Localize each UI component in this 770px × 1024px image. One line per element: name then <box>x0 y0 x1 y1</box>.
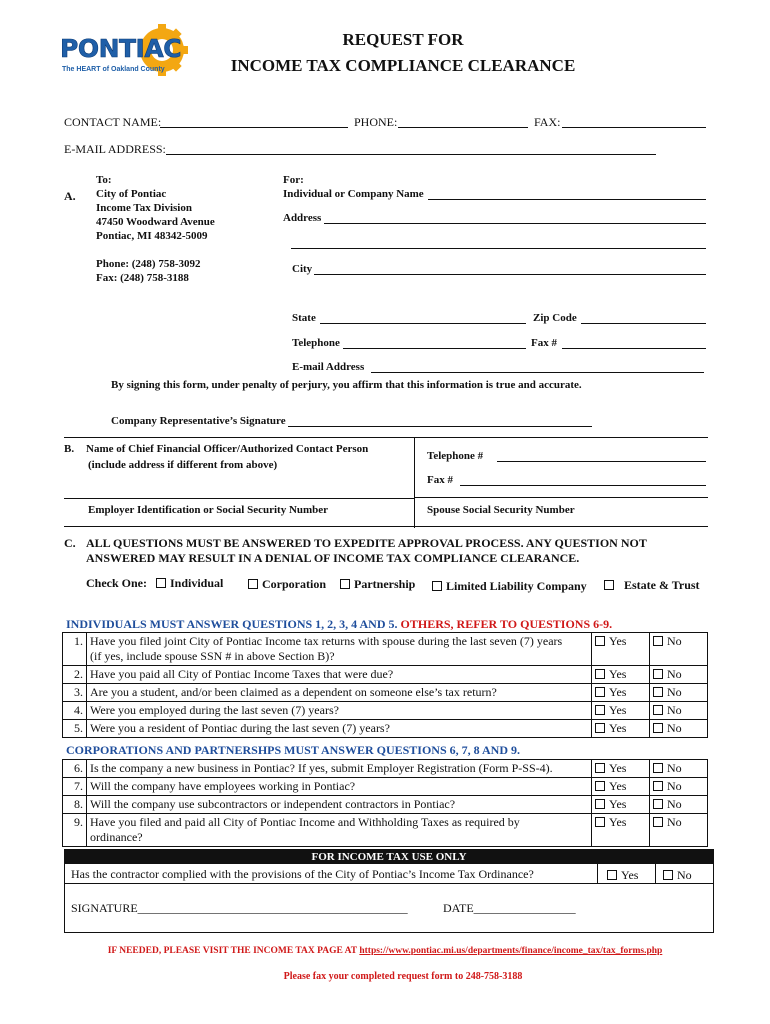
state-label: State <box>292 312 316 324</box>
title-line-2: INCOME TAX COMPLIANCE CLEARANCE <box>230 56 576 75</box>
telephone-label: Telephone <box>292 337 340 349</box>
option-llc[interactable]: Limited Liability Company <box>432 579 587 594</box>
section-c-letter: C. <box>64 536 76 550</box>
b-fax-field[interactable] <box>460 485 706 486</box>
logo-tagline: The HEART of Oakland County <box>62 66 165 73</box>
b-telephone-field[interactable] <box>497 461 706 462</box>
no-option[interactable]: No <box>650 814 708 847</box>
contact-email-field[interactable] <box>166 154 656 155</box>
contact-name-field[interactable] <box>160 127 348 128</box>
question-text: Is the company a new business in Pontiac? If yes, submit Employer Registration (Form P-SS-4). <box>87 760 592 778</box>
fax-label: Fax # <box>531 337 557 349</box>
question-text: Have you filed and paid all City of Pontiac Income and Withholding Taxes as required by ordinance? <box>87 814 592 847</box>
corporations-heading: CORPORATIONS AND PARTNERSHPS MUST ANSWER QUESTIONS 6, 7, 8 AND 9. <box>66 743 520 757</box>
table-row: 3. Are you a student, and/or been claimed as a dependent on someone else’s tax return? Yes No <box>63 684 708 702</box>
no-option[interactable]: No <box>650 778 708 796</box>
option-corporation[interactable]: Corporation <box>248 577 326 592</box>
to-line: Income Tax Division <box>96 202 192 214</box>
b-fax-label: Fax # <box>427 474 453 486</box>
telephone-field[interactable] <box>343 348 526 349</box>
notice-line-2: ANSWERED MAY RESULT IN A DENIAL OF INCOME TAX COMPLIANCE CLEARANCE. <box>86 551 580 565</box>
question-text: Have you paid all City of Pontiac Income Taxes that were due? <box>87 666 592 684</box>
address-field[interactable] <box>324 223 706 224</box>
title-line-1: REQUEST FOR <box>342 30 464 49</box>
fax-field[interactable] <box>562 348 706 349</box>
tax-forms-link[interactable]: https://www.pontiac.mi.us/departments/finance/income_tax/tax_forms.php <box>359 946 663 956</box>
checkbox[interactable] <box>340 579 350 589</box>
ein-label: Employer Identification or Social Security Number <box>88 504 329 516</box>
contact-fax-label: FAX: <box>534 115 561 129</box>
for-label: For: <box>283 174 304 186</box>
yes-option[interactable]: Yes <box>592 778 650 796</box>
company-name-label: Individual or Company Name <box>283 188 424 200</box>
checkbox[interactable] <box>248 579 258 589</box>
checkbox[interactable] <box>604 580 614 590</box>
table-row: 7. Will the company have employees working in Pontiac? Yes No <box>63 778 708 796</box>
option-partnership[interactable]: Partnership <box>340 577 415 592</box>
yes-option[interactable]: Yes <box>592 702 650 720</box>
cfo-note: (include address if different from above) <box>88 459 278 471</box>
yes-option[interactable]: Yes <box>592 760 650 778</box>
option-individual[interactable]: Individual <box>156 576 223 591</box>
table-row: 2. Have you paid all City of Pontiac Income Taxes that were due? Yes No <box>63 666 708 684</box>
b-telephone-label: Telephone # <box>427 450 484 462</box>
check-one-label: Check One: <box>86 576 147 590</box>
yes-option[interactable]: Yes <box>592 666 650 684</box>
spouse-ssn-label: Spouse Social Security Number <box>427 504 575 516</box>
address-label: Address <box>283 212 322 224</box>
office-use-question: Has the contractor complied with the provisions of the City of Pontiac’s Income Tax Ordinance? <box>71 867 534 881</box>
contact-name-label: CONTACT NAME: <box>64 115 162 129</box>
table-row: 9. Have you filed and paid all City of Pontiac Income and Withholding Taxes as required by ordinance? Yes No <box>63 814 708 847</box>
zip-label: Zip Code <box>533 312 577 324</box>
individuals-table <box>62 632 708 738</box>
no-option[interactable]: No <box>650 684 708 702</box>
yes-option[interactable]: Yes <box>592 796 650 814</box>
yes-option[interactable]: Yes <box>592 684 650 702</box>
city-label: City <box>292 263 313 275</box>
footer-visit-note: IF NEEDED, PLEASE VISIT THE INCOME TAX PAGE AT https://www.pontiac.mi.us/departments/finance/income_tax/tax_forms.php <box>107 946 663 956</box>
zip-field[interactable] <box>581 323 706 324</box>
corporations-table <box>62 759 708 847</box>
office-signature-line[interactable]: SIGNATURE_____________________________________________ <box>71 901 408 915</box>
checkbox[interactable] <box>432 581 442 591</box>
to-line: City of Pontiac <box>96 188 167 200</box>
question-text: Were you employed during the last seven (7) years? <box>87 702 592 720</box>
section-a-letter: A. <box>64 189 76 203</box>
yes-option[interactable]: Yes <box>592 720 650 738</box>
no-option[interactable]: No <box>650 760 708 778</box>
question-text: Were you a resident of Pontiac during the last seven (7) years? <box>87 720 592 738</box>
signature-label: Company Representative’s Signature <box>111 415 286 427</box>
yes-option[interactable]: Yes <box>592 633 650 666</box>
contact-phone-label: PHONE: <box>354 115 398 129</box>
table-row: 4. Were you employed during the last seven (7) years? Yes No <box>63 702 708 720</box>
contact-email-label: E-MAIL ADDRESS: <box>64 142 166 156</box>
no-option[interactable]: No <box>650 702 708 720</box>
office-use-header: FOR INCOME TAX USE ONLY <box>65 850 713 864</box>
no-option[interactable]: No <box>650 720 708 738</box>
division-phone: Phone: (248) 758-3092 <box>96 258 201 270</box>
table-row: 6. Is the company a new business in Pontiac? If yes, submit Employer Registration (Form P-SS-4). Yes No <box>63 760 708 778</box>
office-date-line[interactable]: DATE_________________ <box>443 901 576 915</box>
division-fax: Fax: (248) 758-3188 <box>96 272 189 284</box>
question-text: Have you filed joint City of Pontiac Income tax returns with spouse during the last seven (7) years (if yes, include spouse SSN # in above Section B)? <box>87 633 592 666</box>
state-field[interactable] <box>320 323 526 324</box>
table-row: 8. Will the company use subcontractors or independent contractors in Pontiac? Yes No <box>63 796 708 814</box>
section-b-letter: B. <box>64 443 75 455</box>
no-option[interactable]: No <box>650 796 708 814</box>
notice-line-1: ALL QUESTIONS MUST BE ANSWERED TO EXPEDITE APPROVAL PROCESS. ANY QUESTION NOT <box>86 536 647 550</box>
office-use-box <box>64 849 714 933</box>
office-yes-option[interactable]: Yes <box>607 868 638 883</box>
logo-wordmark: PONTIAC <box>60 34 182 63</box>
table-row: 5. Were you a resident of Pontiac during the last seven (7) years? Yes No <box>63 720 708 738</box>
checkbox[interactable] <box>156 578 166 588</box>
option-estate-trust[interactable]: Estate & Trust <box>604 578 700 593</box>
no-option[interactable]: No <box>650 666 708 684</box>
signature-field[interactable] <box>288 426 592 427</box>
contact-phone-field[interactable] <box>398 127 528 128</box>
office-no-option[interactable]: No <box>663 868 692 883</box>
email-field[interactable] <box>371 372 704 373</box>
question-text: Will the company have employees working in Pontiac? <box>87 778 592 796</box>
to-line: 47450 Woodward Avenue <box>96 216 215 228</box>
question-text: Will the company use subcontractors or independent contractors in Pontiac? <box>87 796 592 814</box>
cfo-label: Name of Chief Financial Officer/Authorized Contact Person <box>86 443 369 455</box>
company-name-field[interactable] <box>428 199 706 200</box>
question-text: Are you a student, and/or been claimed as a dependent on someone else’s tax return? <box>87 684 592 702</box>
perjury-statement: By signing this form, under penalty of perjury, you affirm that this information is true and accurate. <box>111 379 582 391</box>
email-label: E-mail Address <box>292 361 365 373</box>
individuals-heading: INDIVIDUALS MUST ANSWER QUESTIONS 1, 2, 3, 4 AND 5. OTHERS, REFER TO QUESTIONS 6-9. <box>66 617 613 631</box>
yes-option[interactable]: Yes <box>592 814 650 847</box>
to-line: Pontiac, MI 48342-5009 <box>96 230 208 242</box>
footer-fax-note: Please fax your completed request form to 248-758-3188 <box>283 971 523 982</box>
no-option[interactable]: No <box>650 633 708 666</box>
table-row: 1. Have you filed joint City of Pontiac Income tax returns with spouse during the last seven (7) years (if yes, include spouse SSN # in above Section B)? Yes No <box>63 633 708 666</box>
address-field-2[interactable] <box>291 248 706 249</box>
city-field[interactable] <box>314 274 706 275</box>
to-label: To: <box>96 174 112 186</box>
contact-fax-field[interactable] <box>562 127 706 128</box>
